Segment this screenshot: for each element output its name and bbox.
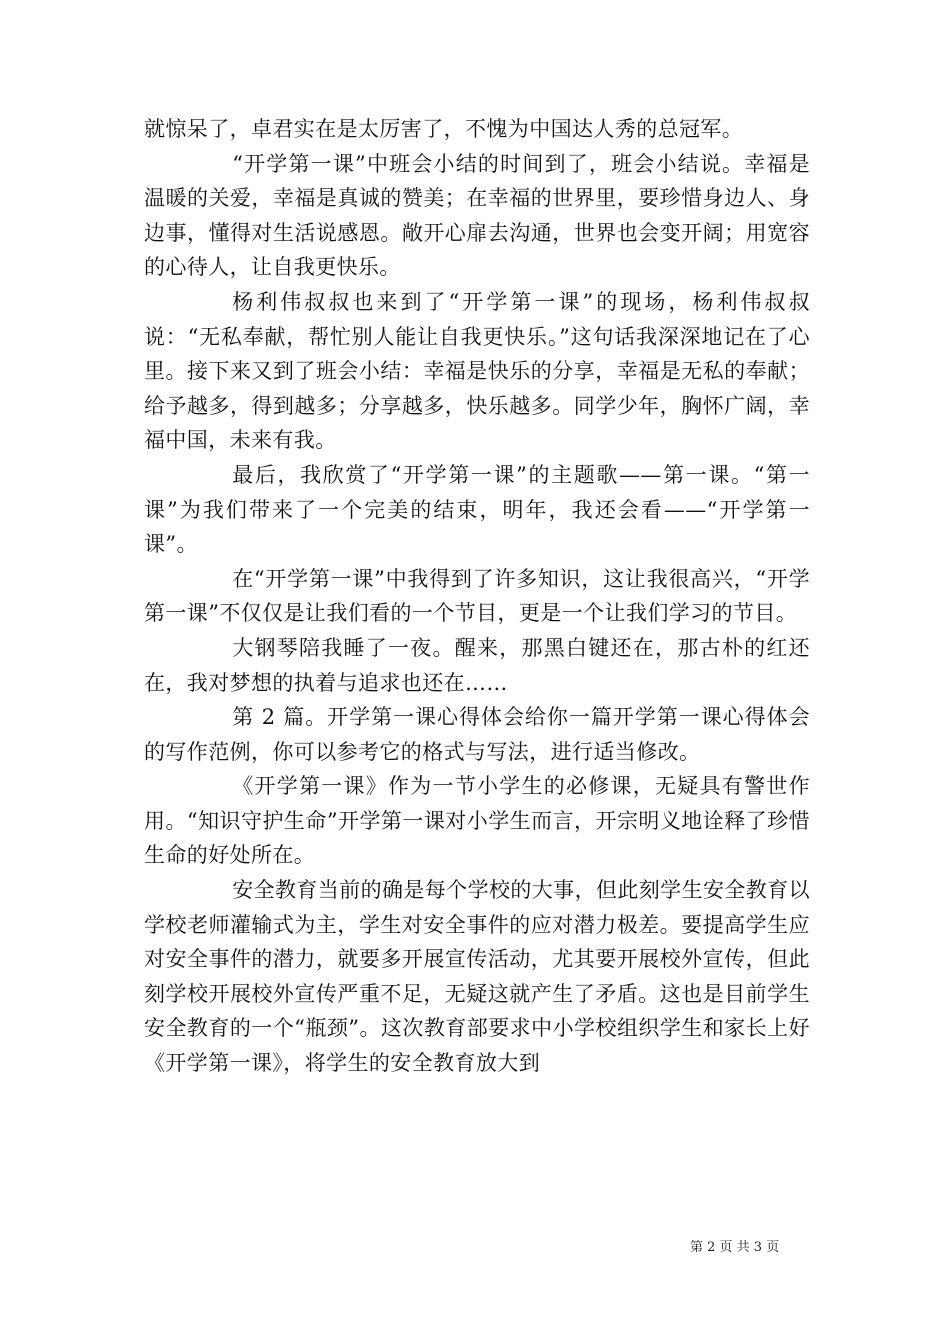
paragraph-piano: 大钢琴陪我睡了一夜。醒来，那黑白键还在，那古朴的红还在，我对梦想的执着与追求也还在…… <box>144 635 810 695</box>
paragraph-yang-liwei: 杨利伟叔叔也来到了“开学第一课”的现场，杨利伟叔叔说：“无私奉献，帮忙别人能让自我更快乐。”这句话我深深地记在了心里。接下来又到了班会小结：幸福是快乐的分享，幸福是无私的奉献；给予越多，得到越多；分享越多，快乐越多。同学少年，胸怀广阔，幸福中国，未来有我。 <box>144 289 810 453</box>
paragraph-required-course: 《开学第一课》作为一节小学生的必修课，无疑具有警世作用。“知识守护生命”开学第一课对小学生而言，开宗明义地诠释了珍惜生命的好处所在。 <box>144 774 810 868</box>
paragraph-theme-song: 最后，我欣赏了“开学第一课”的主题歌——第一课。“第一课”为我们带来了一个完美的结束，明年，我还会看——“开学第一课”。 <box>144 462 810 557</box>
paragraph-continuation: 就惊呆了，卓君实在是太厉害了，不愧为中国达人秀的总冠军。 <box>144 117 744 141</box>
paragraph-knowledge: 在“开学第一课”中我得到了许多知识，这让我很高兴，“开学第一课”不仅仅是让我们看的一个节目，更是一个让我们学习的节目。 <box>144 566 810 626</box>
paragraph-part-two-intro: 第 2 篇。开学第一课心得体会给你一篇开学第一课心得体会的写作范例，你可以参考它的格式与写法，进行适当修改。 <box>144 705 810 764</box>
body-text <box>144 112 810 1081</box>
page-number-footer: 第 2 页 共 3 页 <box>690 1240 780 1255</box>
paragraph-safety-education: 安全教育当前的确是每个学校的大事，但此刻学生安全教育以学校老师灌输式为主，学生对安全事件的应对潜力极差。要提高学生应对安全事件的潜力，就要多开展宣传活动，尤其要开展校外宣传，但此刻学校开展校外宣传严重不足，无疑这就产生了矛盾。这也是目前学生安全教育的一个“瓶颈”。这次教育部要求中小学校组织学生和家长上好《开学第一课》，将学生的安全教育放大到 <box>144 878 810 1076</box>
paragraph-class-summary: “开学第一课”中班会小结的时间到了，班会小结说。幸福是温暖的关爱，幸福是真诚的赞美；在幸福的世界里，要珍惜身边人、身边事，懂得对生活说感恩。敞开心扉去沟通，世界也会变开阔；用宽容的心待人，让自我更快乐。 <box>144 151 810 280</box>
